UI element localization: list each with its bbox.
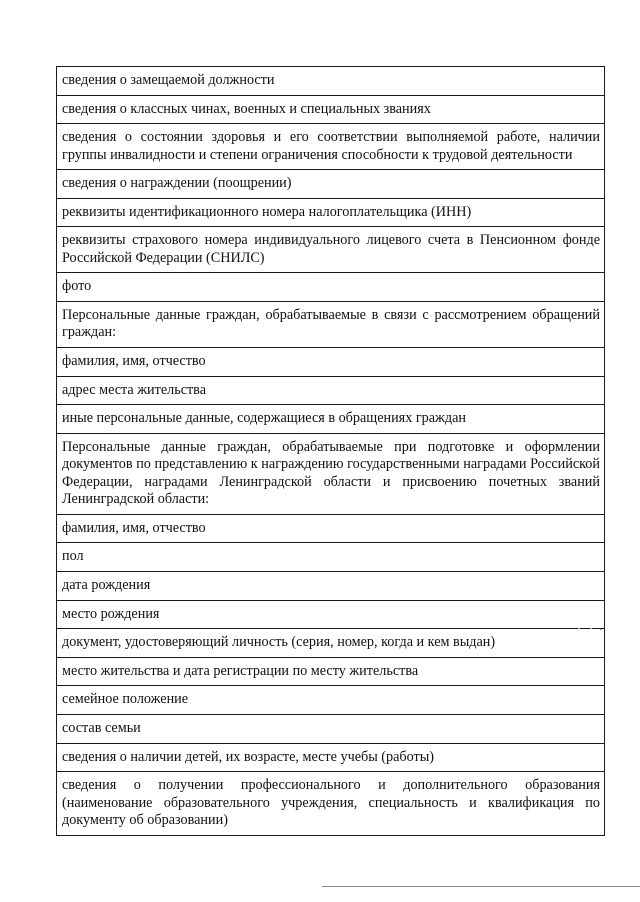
table-row <box>57 124 604 170</box>
table-row <box>57 715 604 744</box>
table-cell-text: документ, удостоверяющий личность (серия, номер, когда и кем выдан) <box>62 634 496 651</box>
section-heading-row <box>57 434 604 515</box>
section-heading-text: Персональные данные граждан, обрабатываемые в связи с рассмотрением обращений граждан: <box>62 306 600 341</box>
table-row <box>57 515 604 544</box>
table-row <box>57 543 604 572</box>
table-row <box>57 377 604 406</box>
table-cell-text: адрес места жительства <box>62 381 206 398</box>
table-cell-text: реквизиты страхового номера индивидуального лицевого счета в Пенсионном фонде Российской Федерации (СНИЛС) <box>62 232 600 266</box>
table-row <box>57 348 604 377</box>
table-row <box>57 199 604 228</box>
table-cell-text: фото <box>62 278 92 295</box>
table-cell-text: состав семьи <box>62 719 141 736</box>
table-cell-text: дата рождения <box>62 576 151 593</box>
table-cell-text: сведения о наличии детей, их возрасте, месте учебы (работы) <box>62 748 434 765</box>
scan-artifact <box>600 629 602 630</box>
table-cell-text: семейное положение <box>62 691 189 708</box>
table-cell-text: сведения о получении профессионального и дополнительного образования (наименование образовательного учреждения, специальность и квалификация по документу об образовании) <box>62 777 600 828</box>
table-cell-text: фамилия, имя, отчество <box>62 352 206 369</box>
table-row <box>57 772 604 836</box>
table-cell-text: место рождения <box>62 605 160 622</box>
table-row <box>57 686 604 715</box>
table-row <box>57 273 604 302</box>
table-cell-text: реквизиты идентификационного номера налогоплательщика (ИНН) <box>62 203 472 220</box>
table-row <box>57 405 604 434</box>
table-cell-text: иные персональные данные, содержащиеся в обращениях граждан <box>62 410 466 427</box>
section-heading-row <box>57 302 604 348</box>
table-row <box>57 658 604 687</box>
table-row <box>57 744 604 773</box>
scan-edge-line <box>322 886 640 887</box>
table-cell-text: сведения о классных чинах, военных и специальных званиях <box>62 100 431 117</box>
table-row <box>57 96 604 125</box>
table-row <box>57 629 604 658</box>
table-row <box>57 572 604 601</box>
scan-artifact <box>590 628 592 629</box>
table-row <box>57 227 604 273</box>
table-cell-text: пол <box>62 548 84 565</box>
table-cell-text: сведения о награждении (поощрении) <box>62 175 292 192</box>
table-cell-text: сведения о замещаемой должности <box>62 72 275 88</box>
table-cell-text: сведения о состоянии здоровья и его соответствии выполняемой работе, наличии группы инвалидности и степени ограничения способности к трудовой деятельности <box>62 129 600 163</box>
table-row <box>57 601 604 630</box>
section-heading-text: Персональные данные граждан, обрабатываемые при подготовке и оформлении документов по представлению к награждению государственными наградами Российской Федерации, наградами Ленинградской области и присвоению почетных званий Ленинградской области: <box>62 438 600 507</box>
table-row <box>57 67 604 96</box>
table-cell-text: место жительства и дата регистрации по месту жительства <box>62 662 419 679</box>
personal-data-table <box>56 66 605 836</box>
scan-artifact <box>578 628 580 629</box>
table-cell-text: фамилия, имя, отчество <box>62 519 206 536</box>
table-row <box>57 170 604 199</box>
